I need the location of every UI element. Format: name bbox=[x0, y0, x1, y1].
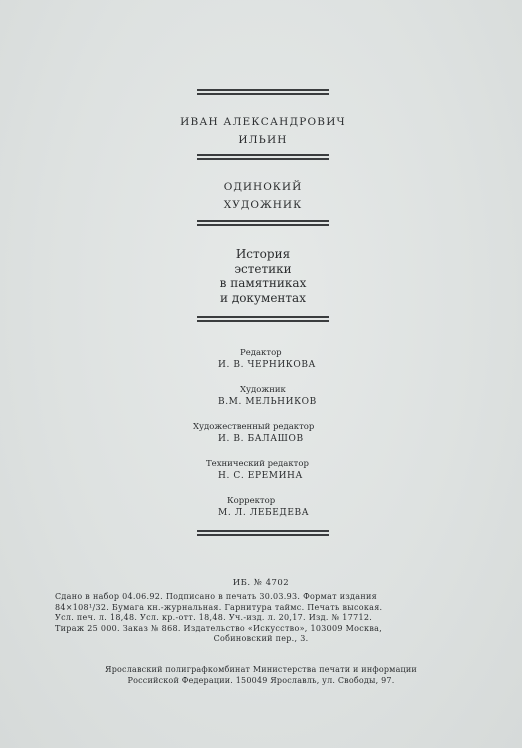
credit-role: Редактор bbox=[240, 348, 282, 358]
double-rule-4 bbox=[197, 316, 329, 324]
series-line1: История bbox=[235, 247, 291, 261]
printer-line: Российской Федерации. 150049 Ярославль, ул. Свободы, 97. bbox=[127, 675, 395, 685]
printer-block bbox=[55, 665, 467, 686]
author-block bbox=[140, 113, 386, 149]
series-line2: эстетики bbox=[234, 261, 292, 276]
credit-name: И. В. БАЛАШОВ bbox=[218, 434, 304, 444]
double-rule-2 bbox=[197, 154, 329, 162]
credit-art-editor bbox=[190, 421, 350, 445]
ib-number: ИБ. № 4702 bbox=[232, 578, 290, 588]
imprint-block bbox=[55, 592, 467, 645]
book-title-line2: ХУДОЖНИК bbox=[223, 199, 303, 211]
author-name-line1: ИВАН АЛЕКСАНДРОВИЧ bbox=[180, 116, 346, 128]
credit-tech-editor bbox=[190, 458, 350, 482]
credit-role: Художник bbox=[240, 385, 286, 395]
imprint-line: Собиновский пер., 3. bbox=[213, 634, 309, 643]
series-line3: в памятниках bbox=[219, 276, 307, 290]
credit-role: Художественный редактор bbox=[193, 422, 315, 432]
credit-editor bbox=[190, 347, 350, 371]
imprint-line: 84×108¹/32. Бумага кн.-журнальная. Гарнитура таймс. Печать высокая. bbox=[55, 602, 383, 612]
credit-name: Н. С. ЕРЕМИНА bbox=[218, 471, 303, 481]
imprint-line: Усл. печ. л. 18,48. Усл. кр.-отт. 18,48. Уч.-изд. л. 20,17. Изд. № 17712. bbox=[55, 613, 373, 622]
author-name-line2: ИЛЬИН bbox=[238, 134, 288, 146]
imprint-line: Тираж 25 000. Заказ № 868. Издательство «Искусство», 103009 Москва, bbox=[55, 623, 383, 633]
credit-name: В.М. МЕЛЬНИКОВ bbox=[218, 397, 317, 407]
double-rule-3 bbox=[197, 220, 329, 228]
book-title-block bbox=[140, 178, 386, 214]
credit-name: М. Л. ЛЕБЕДЕВА bbox=[218, 508, 310, 518]
imprint-line: Сдано в набор 04.06.92. Подписано в печать 30.03.93. Формат издания bbox=[55, 592, 377, 601]
credit-role: Корректор bbox=[227, 496, 276, 506]
credits-list bbox=[190, 347, 350, 532]
credit-artist bbox=[190, 384, 350, 408]
double-rule-bottom bbox=[197, 530, 329, 538]
book-title-line1: ОДИНОКИЙ bbox=[223, 181, 303, 193]
printer-line: Ярославский полиграфкомбинат Министерства печати и информации bbox=[105, 665, 417, 674]
credit-role: Технический редактор bbox=[206, 459, 309, 469]
series-line4: и документах bbox=[220, 290, 306, 305]
series-title-block bbox=[140, 247, 386, 305]
credit-name: И. В. ЧЕРНИКОВА bbox=[218, 360, 316, 370]
double-rule-top bbox=[197, 89, 329, 97]
credit-proofreader bbox=[190, 495, 350, 519]
